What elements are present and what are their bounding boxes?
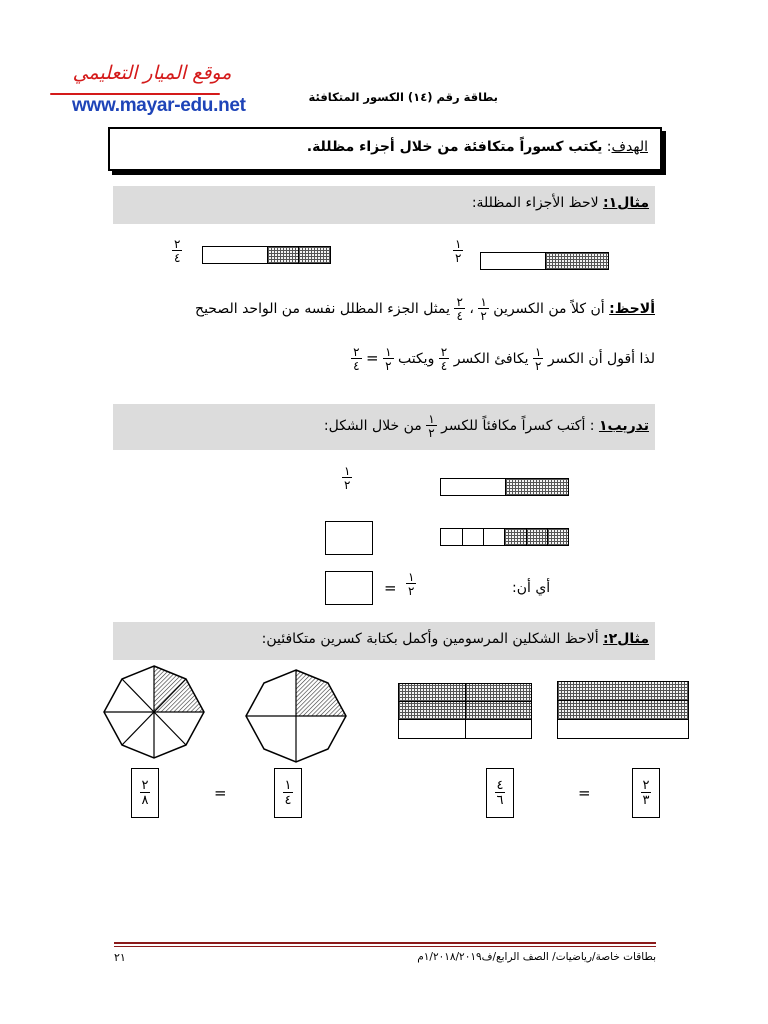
- rectangle-sixths: [398, 683, 532, 739]
- equals-sign: =: [384, 579, 397, 597]
- exercise1-band: [113, 404, 655, 450]
- exercise1-bar-halves: [440, 478, 569, 496]
- bar-segment-empty: [441, 529, 462, 545]
- fraction-denominator: ٣: [642, 793, 650, 808]
- fraction: [283, 779, 294, 807]
- fraction-numerator: ١: [455, 237, 462, 251]
- framed-fraction-two-eighths: [131, 768, 159, 818]
- fraction-denominator: ٨: [141, 793, 149, 808]
- notice-fraction-half: [533, 346, 543, 372]
- notice-separator: ،: [469, 301, 474, 317]
- fraction: [140, 779, 151, 807]
- fraction-numerator: ١: [344, 464, 351, 478]
- notice-equation-fraction-half: [383, 346, 393, 372]
- bar-segment-shaded: [505, 479, 569, 495]
- footer-rule-thin: [114, 946, 656, 947]
- fraction-denominator: ٦: [496, 793, 504, 808]
- exercise1-bar-sixths: [440, 528, 569, 546]
- fraction-numerator: ١: [428, 412, 435, 426]
- site-logo-arabic: موقع الميار التعليمي: [72, 62, 232, 84]
- fraction: [495, 779, 506, 807]
- notice-label: ألاحظ:: [609, 301, 655, 317]
- fraction: [641, 779, 652, 807]
- example2-heading: [262, 631, 649, 647]
- rect-cell-shaded: [399, 702, 466, 720]
- exercise1-heading: [324, 413, 649, 439]
- bar-segment-empty: [441, 479, 505, 495]
- page-number: ٢١: [114, 951, 126, 964]
- footer-text: بطاقات خاصة/رياضيات/ الصف الرابع/ف١/٢٠١٨/٢٠١٩م: [417, 951, 656, 963]
- fraction-numerator: ١: [480, 295, 487, 309]
- example1-text: لاحظ الأجزاء المظللة:: [471, 195, 599, 211]
- bar-segment-empty: [203, 247, 267, 263]
- exercise1-text-b: من خلال الشكل:: [323, 418, 422, 434]
- goal-text: يكتب كسوراً متكافئة من خلال أجزاء مظللة.: [306, 139, 603, 155]
- rect-cell-shaded: [466, 684, 531, 702]
- goal-statement: [307, 139, 648, 155]
- rect-cell-shaded: [558, 682, 688, 701]
- octagon-quarters: [238, 666, 354, 766]
- octagon-eighths: [96, 662, 212, 762]
- equals-sign: =: [214, 784, 227, 802]
- fraction-numerator: ٢: [353, 345, 360, 359]
- bar-segment-empty: [481, 253, 545, 269]
- notice-line2-text-b: يكافئ الكسر: [453, 351, 529, 367]
- fraction-denominator: ٢: [455, 251, 462, 265]
- bar-segment-shaded: [545, 253, 609, 269]
- exercise1-fraction-half: [426, 413, 436, 439]
- example1-band: [113, 186, 655, 224]
- notice-line1-text-b: يمثل الجزء المظلل نفسه من الواحد الصحيح: [195, 301, 451, 317]
- example2-band: [113, 622, 655, 660]
- fraction-numerator: ٢: [642, 778, 650, 793]
- fraction-denominator: ٤: [353, 359, 360, 373]
- fraction-denominator: ٢: [385, 359, 392, 373]
- equals-sign: =: [366, 349, 379, 367]
- fraction-denominator: ٢: [428, 426, 435, 440]
- rect-cell-shaded: [466, 702, 531, 720]
- notice-equation-fraction-two-fourths: [351, 346, 361, 372]
- example1-heading: [472, 195, 649, 211]
- rect-cell-shaded: [558, 701, 688, 720]
- notice-line-2: [351, 346, 655, 372]
- bar-segment-shaded: [267, 247, 299, 263]
- framed-fraction-one-fourth: [274, 768, 302, 818]
- notice-line1-text-a: أن كلاً من الكسرين: [493, 301, 605, 317]
- bar-segment-empty: [483, 529, 504, 545]
- notice-line2-text-a: لذا أقول أن الكسر: [547, 351, 655, 367]
- fraction-numerator: ٢: [141, 778, 149, 793]
- footer-rule: [114, 942, 656, 944]
- site-logo-url[interactable]: www.mayar-edu.net: [72, 95, 246, 116]
- equals-sign: =: [578, 784, 591, 802]
- framed-fraction-two-thirds: [632, 768, 660, 818]
- goal-box: [108, 127, 662, 171]
- rectangle-thirds: [557, 681, 689, 739]
- framed-fraction-four-sixths: [486, 768, 514, 818]
- fraction-numerator: ٢: [440, 345, 448, 359]
- example1-bar-quarters: [202, 246, 331, 264]
- fraction-denominator: ٢: [534, 359, 542, 373]
- fraction-denominator: ٤: [456, 309, 463, 323]
- rect-cell-shaded: [399, 684, 466, 702]
- fraction-denominator: ٤: [174, 251, 181, 265]
- fraction-denominator: ٢: [480, 309, 487, 323]
- fraction-denominator: ٤: [440, 359, 448, 373]
- example1-label: مثال١:: [603, 195, 649, 211]
- octagon-shaded-part: [296, 670, 346, 716]
- fraction-numerator: ١: [284, 778, 292, 793]
- fraction-numerator: ١: [408, 570, 415, 584]
- bar-segment-shaded: [547, 529, 568, 545]
- fraction-denominator: ٢: [344, 478, 351, 492]
- example1-fraction-two-fourths: [172, 238, 182, 264]
- fraction-denominator: ٢: [408, 584, 415, 598]
- example2-text: ألاحظ الشكلين المرسومين وأكمل بكتابة كسرين متكافئين:: [261, 631, 599, 647]
- bar-segment-shaded: [298, 247, 330, 263]
- rect-cell-divider: [465, 719, 466, 738]
- goal-label: الهدف: [611, 139, 648, 155]
- exercise1-answer-box-bottom[interactable]: [325, 571, 373, 605]
- fraction-denominator: ٤: [284, 793, 292, 808]
- exercise1-bar-fraction-half: [342, 465, 352, 491]
- exercise1-text-a: : أكتب كسراً مكافئاً للكسر: [441, 418, 595, 434]
- notice-line2-text-c: ويكتب: [397, 351, 435, 367]
- exercise1-answer-fraction-half: [406, 571, 416, 597]
- fraction-numerator: ١: [534, 345, 542, 359]
- exercise1-label: تدريب١: [598, 418, 649, 434]
- bar-segment-shaded: [526, 529, 547, 545]
- fraction-numerator: ٤: [496, 778, 504, 793]
- bar-segment-empty: [462, 529, 483, 545]
- fraction-numerator: ١: [385, 345, 392, 359]
- goal-colon: :: [606, 139, 612, 155]
- bar-segment-shaded: [504, 529, 525, 545]
- example2-label: مثال٢:: [603, 631, 649, 647]
- notice-line-1: [195, 296, 655, 322]
- exercise1-answer-box-top[interactable]: [325, 521, 373, 555]
- example1-fraction-half: [453, 238, 463, 264]
- fraction-numerator: ٢: [456, 295, 463, 309]
- notice-fraction-half: [478, 296, 488, 322]
- fraction-numerator: ٢: [174, 237, 181, 251]
- example1-bar-halves: [480, 252, 609, 270]
- notice-fraction-two-fourths: [454, 296, 464, 322]
- notice-fraction-two-fourths: [439, 346, 449, 372]
- card-title: بطاقة رقم (١٤) الكسور المتكافئة: [308, 90, 498, 104]
- exercise1-meaning-label: أي أن:: [512, 580, 551, 596]
